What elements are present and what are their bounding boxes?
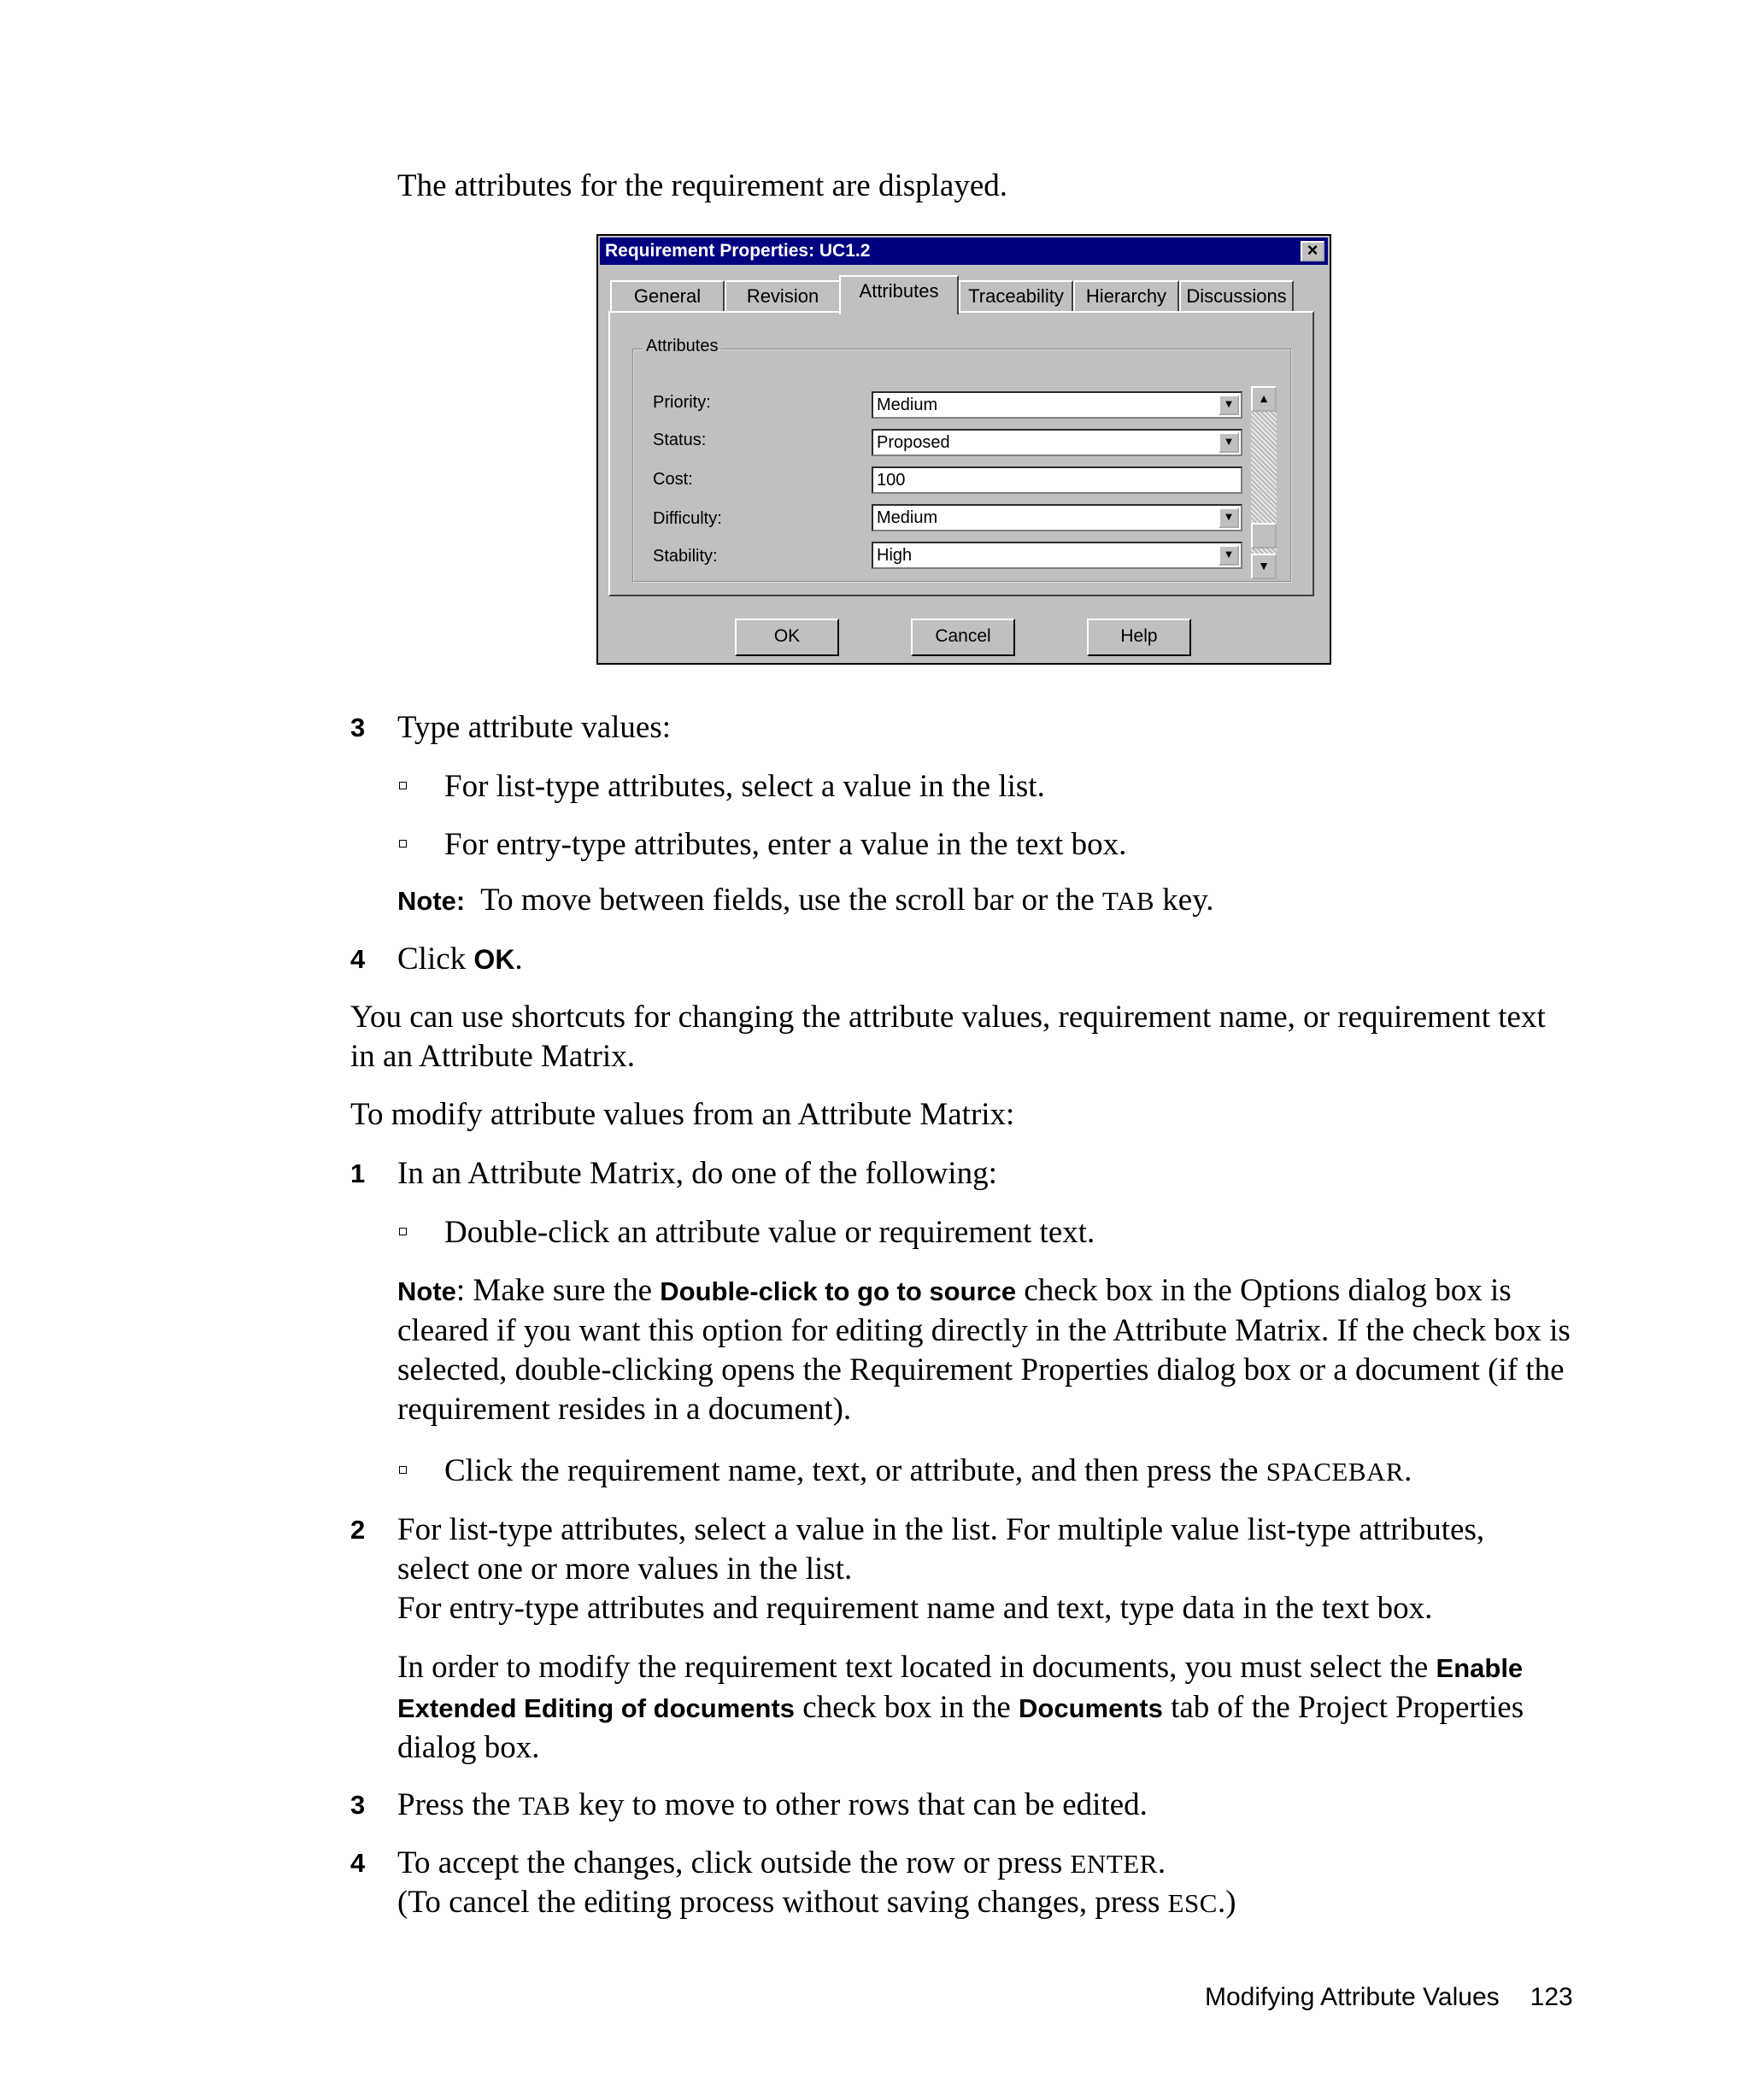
paragraph-part: tab of the Project Properties dialog box. (397, 1690, 1524, 1765)
chevron-down-icon[interactable]: ▼ (1219, 432, 1239, 453)
cancel-button[interactable]: Cancel (911, 619, 1015, 656)
stability-label: Stability: (653, 547, 718, 566)
cost-input[interactable] (872, 466, 1242, 494)
tab-attributes[interactable]: Attributes (839, 275, 959, 314)
note-text: : Make sure the (455, 1273, 661, 1308)
tab-discussions[interactable]: Discussions (1179, 280, 1294, 313)
note-label: Note (397, 1276, 456, 1306)
step-text: For entry-type attributes and requirement name and text, type data in the text box. (397, 1591, 1433, 1626)
note-label: Note: (397, 886, 466, 916)
footer-section-title: Modifying Attribute Values (1205, 1983, 1500, 2011)
step-number: 1 (350, 1159, 366, 1188)
stability-value: High (877, 546, 913, 565)
step-text (397, 940, 523, 979)
difficulty-value: Medium (877, 508, 938, 527)
step-text (397, 1883, 1236, 1923)
tab-revision[interactable]: Revision (725, 280, 841, 313)
status-select[interactable] (872, 429, 1242, 456)
bullet-icon (399, 840, 407, 848)
chevron-down-icon[interactable]: ▼ (1219, 507, 1239, 528)
tab-name: Documents (1019, 1693, 1163, 1723)
step-text-part: (To cancel the editing process without saving changes, press (397, 1885, 1168, 1920)
stability-select[interactable] (872, 542, 1242, 569)
step-text-part: .) (1217, 1885, 1236, 1920)
note-paragraph (397, 881, 1214, 921)
note-text: To move between fields, use the scroll bar or the (480, 883, 1102, 918)
step-text-part: To accept the changes, click outside the row or press (397, 1845, 1071, 1880)
key-name: SPACEBAR (1266, 1457, 1405, 1487)
paragraph-part: check box in the (795, 1690, 1019, 1725)
bullet-text-part: . (1404, 1453, 1412, 1488)
tab-traceability[interactable]: Traceability (959, 280, 1073, 313)
key-name: TAB (518, 1791, 571, 1821)
paragraph-part: In order to modify the requirement text located in documents, you must select the (397, 1650, 1436, 1685)
step-number: 3 (350, 1790, 366, 1820)
tab-general[interactable]: General (610, 280, 725, 313)
step-text-part: . (514, 941, 523, 977)
step-text: Type attribute values: (397, 710, 672, 745)
scroll-up-icon[interactable]: ▲ (1251, 386, 1277, 412)
step-text-part: Press the (397, 1787, 519, 1822)
scroll-thumb[interactable] (1251, 523, 1277, 548)
key-name: TAB (1102, 886, 1155, 916)
requirement-properties-dialog (596, 234, 1331, 665)
option-name: Double-click to go to source (660, 1276, 1017, 1306)
difficulty-select[interactable] (872, 504, 1242, 531)
step-text: For list-type attributes, select a value in the list. For multiple value list-type attributes, select one or more values in the list. (397, 1512, 1485, 1587)
priority-label: Priority: (653, 393, 711, 412)
step-text (397, 1844, 1166, 1884)
note-paragraph (397, 1271, 1585, 1429)
step-text-part: key to move to other rows that can be edited. (570, 1787, 1148, 1822)
bullet-icon (399, 1228, 407, 1235)
chevron-down-icon[interactable]: ▼ (1219, 395, 1239, 415)
chevron-down-icon[interactable]: ▼ (1219, 545, 1239, 566)
dialog-title: Requirement Properties: UC1.2 (605, 241, 871, 261)
step-text-part: Click (397, 941, 474, 977)
intro-text: The attributes for the requirement are displayed. (397, 168, 1008, 203)
option-name: Enable Extended Editing of documents (397, 1653, 1524, 1723)
help-button[interactable]: Help (1087, 619, 1191, 656)
bullet-text: For entry-type attributes, enter a value in the text box. (444, 827, 1127, 862)
priority-value: Medium (877, 396, 938, 414)
paragraph: You can use shortcuts for changing the attribute values, requirement name, or requirement text in an Attribute Matrix. (350, 1000, 1546, 1074)
group-label: Attributes (643, 337, 721, 356)
bullet-text-part: Click the requirement name, text, or attribute, and then press the (444, 1453, 1266, 1488)
step-text (397, 1786, 1148, 1826)
tab-hierarchy[interactable]: Hierarchy (1073, 280, 1179, 313)
cost-value: 100 (877, 471, 906, 490)
cost-label: Cost: (653, 470, 693, 489)
page-footer (1205, 1983, 1573, 2012)
status-value: Proposed (877, 433, 950, 452)
priority-select[interactable] (872, 391, 1242, 419)
paragraph: To modify attribute values from an Attribute Matrix: (350, 1097, 1015, 1132)
bullet-text: For list-type attributes, select a value in the list. (444, 769, 1045, 804)
scroll-down-icon[interactable]: ▼ (1251, 554, 1277, 579)
close-icon[interactable]: × (1301, 241, 1324, 261)
step-number: 4 (350, 944, 366, 974)
bullet-icon (399, 782, 407, 789)
note-text: check box in the Options dialog box is cleared if you want this option for editing directly in the Attribute Matrix. If the check box is selected, double-clicking opens the Requirement Properties dialog box or a document (if the requirement resides in a document). (397, 1273, 1571, 1427)
ok-button[interactable]: OK (735, 619, 839, 656)
ok-reference: OK (473, 944, 515, 975)
bullet-icon (399, 1466, 407, 1474)
bullet-text (444, 1452, 1412, 1492)
step-text-part: . (1157, 1845, 1166, 1880)
key-name: ESC (1167, 1888, 1218, 1918)
step-text: In an Attribute Matrix, do one of the following: (397, 1156, 997, 1191)
step-number: 2 (350, 1515, 366, 1545)
note-text: key. (1154, 883, 1214, 918)
step-number: 3 (350, 713, 366, 742)
key-name: ENTER (1070, 1849, 1158, 1879)
step-number: 4 (350, 1848, 366, 1878)
difficulty-label: Difficulty: (653, 509, 722, 528)
page-number: 123 (1530, 1983, 1573, 2011)
vertical-scrollbar[interactable] (1251, 386, 1277, 579)
status-label: Status: (653, 431, 707, 449)
paragraph (397, 1648, 1585, 1768)
bullet-text: Double-click an attribute value or requirement text. (444, 1215, 1095, 1250)
dialog-titlebar (600, 238, 1328, 265)
